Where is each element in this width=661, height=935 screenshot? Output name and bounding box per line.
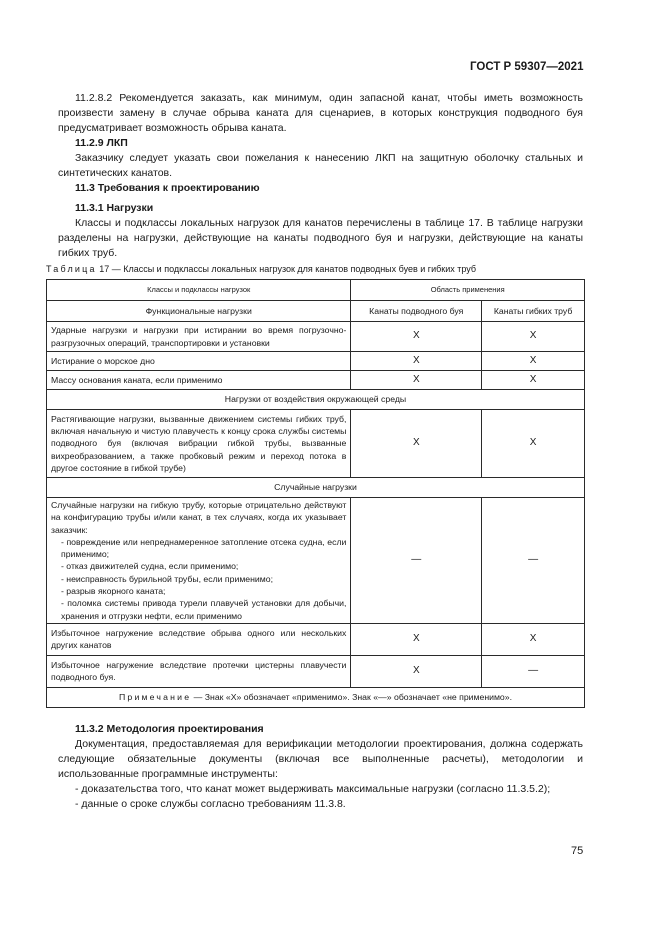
heading-11-3-2: 11.3.2 Методология проектирования <box>75 723 264 735</box>
paragraph-lkp: Заказчику следует указать свои пожелания к нанесению ЛКП на защитную оболочку стальных и синтетических канатов. <box>58 152 583 179</box>
heading-11-3: 11.3 Требования к проектированию <box>75 182 260 194</box>
cell-buoy: X <box>351 371 482 390</box>
table-caption <box>46 264 476 274</box>
paragraph-methodology: Документация, предоставляемая для верификации методологии проектирования, должна содержать следующие обязательные документы (включая все выполненные расчеты), методологии и использованные программные инструменты: <box>58 738 583 780</box>
cell-buoy: — <box>351 498 482 624</box>
table-row <box>47 352 585 371</box>
col-buoy: Канаты подводного буя <box>351 301 482 322</box>
list-item: - неисправность бурильной трубы, если применимо; <box>61 573 273 584</box>
table-caption-word: Таблица <box>46 264 97 274</box>
loads-table <box>46 279 585 708</box>
document-code: ГОСТ Р 59307—2021 <box>470 61 584 73</box>
table-note-row <box>47 687 585 707</box>
section-11-2 <box>58 91 583 181</box>
cell-flex: X <box>482 352 585 371</box>
row-text: Истирание о морское дно <box>47 352 351 371</box>
cell-flex: X <box>482 371 585 390</box>
paragraph-loads: Классы и подклассы локальных нагрузок для канатов перечислены в таблице 17. В таблице нагрузки разделены на нагрузки, действующие на канаты подводного буя и нагрузки, действующие на канаты гибких труб. <box>58 217 583 259</box>
list-item: - разрыв якорного каната; <box>61 586 166 597</box>
section-11-3-2 <box>58 722 583 812</box>
cell-flex: X <box>482 623 585 655</box>
section-row-accidental <box>47 478 585 498</box>
section-environment: Нагрузки от воздействия окружающей среды <box>47 390 585 410</box>
note-word: Примечание <box>118 692 192 703</box>
list-item: - отказ движителей судна, если применимо; <box>61 561 239 572</box>
table-subheader-row <box>47 301 585 322</box>
table-row <box>47 322 585 352</box>
section-accidental: Случайные нагрузки <box>47 478 585 498</box>
table-note <box>47 687 585 707</box>
col-functional: Функциональные нагрузки <box>47 301 351 322</box>
list-item: - поломка системы привода турели плавучей установки для добычи, хранения и отгрузки нефти, если применимо <box>61 598 347 621</box>
header-area: Область применения <box>351 280 585 301</box>
page-number: 75 <box>571 845 584 857</box>
table-caption-text: 17 — Классы и подклассы локальных нагрузок для канатов подводных буев и гибких труб <box>96 264 477 274</box>
cell-buoy: X <box>351 410 482 478</box>
cell-flex: X <box>482 322 585 352</box>
header-classes: Классы и подклассы нагрузок <box>47 280 351 301</box>
accidental-intro: Случайные нагрузки на гибкую трубу, которые отрицательно действуют на конфигурацию трубы и/или канат, в тех случаях, когда их указывает заказчик: <box>51 500 347 535</box>
table-row <box>47 655 585 687</box>
section-row-environment <box>47 390 585 410</box>
section-11-3 <box>58 181 583 261</box>
cell-buoy: X <box>351 352 482 371</box>
note-text: — Знак «X» обозначает «применимо». Знак «—» обозначает «не применимо». <box>191 692 513 703</box>
cell-buoy: X <box>351 623 482 655</box>
cell-buoy: X <box>351 322 482 352</box>
heading-11-2-9: 11.2.9 ЛКП <box>75 137 128 149</box>
cell-buoy: X <box>351 655 482 687</box>
table-header-row <box>47 280 585 301</box>
table-row <box>47 371 585 390</box>
heading-11-3-1: 11.3.1 Нагрузки <box>75 202 154 214</box>
cell-flex: — <box>482 498 585 624</box>
table-row <box>47 498 585 624</box>
row-text: Избыточное нагружение вследствие протечки цистерны плавучести подводного буя. <box>47 655 351 687</box>
row-text: Растягивающие нагрузки, вызванные движением системы гибких труб, включая начальную и чистую плавучесть к концу срока службы системы подводного буя (включая вибрации гибкой трубы, вызванные вихреобразованием, а также пробковый режим и переход потока в другое состояние в гибкой трубе) <box>47 410 351 478</box>
cell-flex: X <box>482 410 585 478</box>
paragraph-11-2-8-2: 11.2.8.2 Рекомендуется заказать, как минимум, один запасной канат, чтобы иметь возможность произвести замену в случае обрыва каната для сценариев, в которых конструкция подводного буя предусматривает возможность обрыва каната. <box>58 92 583 134</box>
row-text: Ударные нагрузки и нагрузки при истирании во время погрузочно-разгрузочных операций, транспортировки и установки <box>47 322 351 352</box>
list-item: - данные о сроке службы согласно требованиям 11.3.8. <box>75 798 346 810</box>
row-text: Избыточное нагружение вследствие обрыва одного или нескольких других канатов <box>47 623 351 655</box>
table-row <box>47 410 585 478</box>
row-text-accidental <box>47 498 351 624</box>
cell-flex: — <box>482 655 585 687</box>
table-row <box>47 623 585 655</box>
row-text: Массу основания каната, если применимо <box>47 371 351 390</box>
col-flex: Канаты гибких труб <box>482 301 585 322</box>
list-item: - повреждение или непреднамеренное затопление отсека судна, если применимо; <box>61 536 347 560</box>
list-item: - доказательства того, что канат может выдерживать максимальные нагрузки (согласно 11.3.5.2); <box>75 783 551 795</box>
